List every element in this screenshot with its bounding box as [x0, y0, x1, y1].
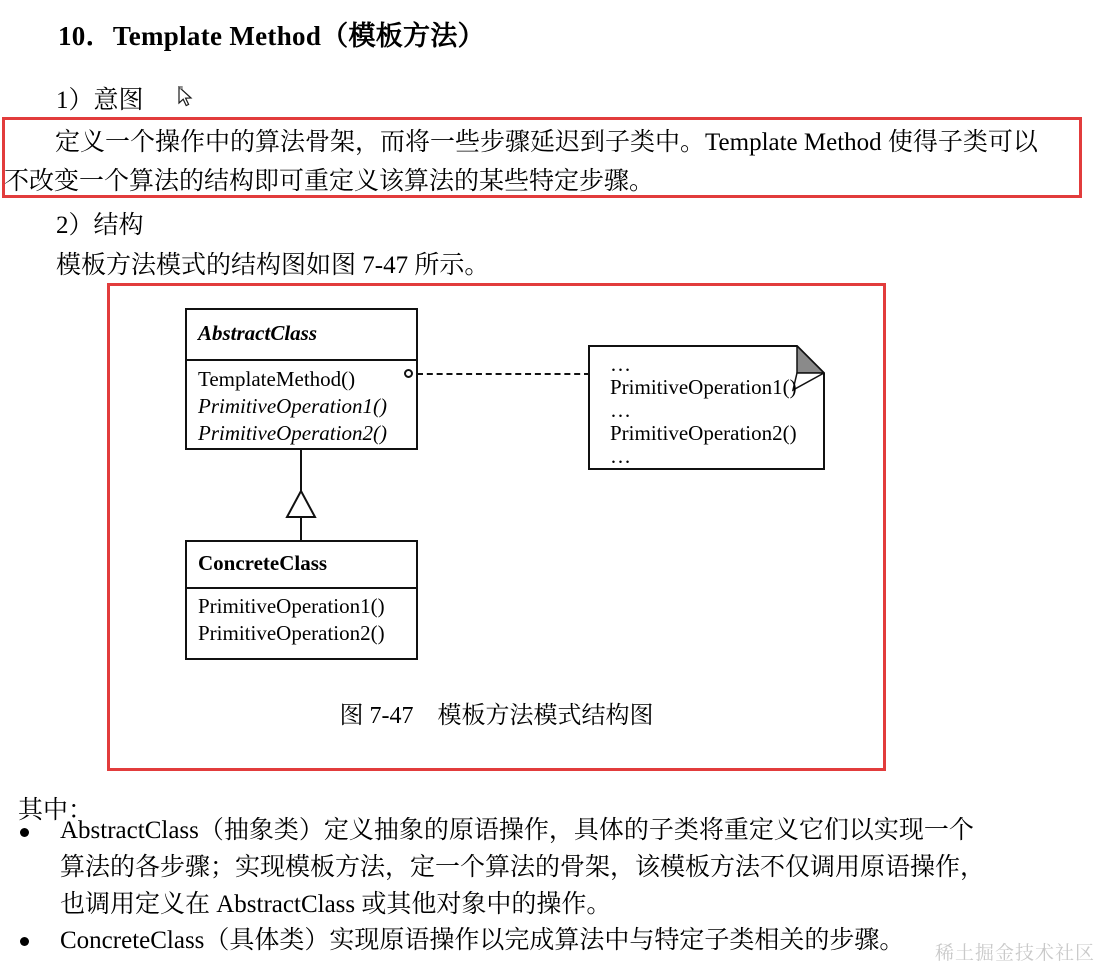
- uml-operation-templatemethod: TemplateMethod(): [198, 367, 356, 391]
- mouse-cursor-icon: [178, 86, 194, 108]
- uml-note-box: [588, 345, 825, 470]
- explanation-bullet-1-line-3: 也调用定义在 AbstractClass 或其他对象中的操作。: [60, 891, 612, 918]
- uml-concreteclass-operations: [187, 587, 416, 655]
- uml-note-anchor-socket: [404, 369, 413, 378]
- intent-paragraph-line-2: 不改变一个算法的结构即可重定义该算法的某些特定步骤。: [4, 168, 655, 195]
- uml-operation-primitiveoperation1: PrimitiveOperation1(): [198, 394, 387, 418]
- uml-concrete-operation-2: PrimitiveOperation2(): [198, 621, 385, 645]
- bullet-marker-2: [20, 937, 29, 946]
- uml-abstractclass-name: AbstractClass: [198, 321, 318, 345]
- uml-generalization-line-upper: [300, 450, 302, 494]
- explanation-bullet-2-line-1: ConcreteClass（具体类）实现原语操作以完成算法中与特定子类相关的步骤。: [60, 927, 905, 954]
- uml-note-line-3: …: [610, 398, 633, 422]
- uml-note-line-1: …: [610, 352, 633, 376]
- bullet-marker-1: [20, 828, 29, 837]
- uml-class-concreteclass: [185, 540, 418, 660]
- intent-paragraph-line-1: 定义一个操作中的算法骨架，而将一些步骤延迟到子类中。Template Method 使得子类可以: [55, 129, 1038, 156]
- uml-abstractclass-name-compartment: [187, 310, 416, 359]
- figure-caption-number: 图 7-47: [339, 703, 414, 729]
- uml-class-diagram: [107, 283, 886, 771]
- section-label-intent: 1）意图: [56, 87, 144, 114]
- explanation-bullet-1-line-1: AbstractClass（抽象类）定义抽象的原语操作，具体的子类将重定义它们以实现一个: [60, 817, 974, 844]
- uml-concrete-operation-1: PrimitiveOperation1(): [198, 594, 385, 618]
- structure-lead-text: 模板方法模式的结构图如图 7-47 所示。: [56, 252, 490, 279]
- explanation-bullet-1-line-2: 算法的各步骤；实现模板方法，定一个算法的骨架，该模板方法不仅调用原语操作，: [60, 854, 986, 881]
- uml-concreteclass-name: ConcreteClass: [198, 551, 328, 575]
- uml-note-line-4: PrimitiveOperation2(): [610, 421, 797, 445]
- uml-note-content: [610, 353, 797, 468]
- explanation-lead: 其中：: [18, 797, 94, 824]
- page-title: 10．Template Method（模板方法）: [58, 21, 485, 51]
- section-label-structure: 2）结构: [56, 212, 144, 239]
- uml-note-line-2: PrimitiveOperation1(): [610, 375, 797, 399]
- uml-concreteclass-name-compartment: [187, 542, 416, 587]
- uml-generalization-line-lower: [300, 516, 302, 541]
- figure-caption: [107, 695, 886, 730]
- uml-note-line-5: …: [610, 444, 633, 468]
- watermark: 稀土掘金技术社区: [935, 943, 1096, 964]
- uml-note-dashed-link: [417, 373, 590, 375]
- uml-abstractclass-operations: [187, 359, 416, 455]
- figure-caption-text: 模板方法模式结构图: [437, 703, 654, 729]
- uml-class-abstractclass: [185, 308, 418, 450]
- uml-operation-primitiveoperation2: PrimitiveOperation2(): [198, 421, 387, 445]
- uml-generalization-triangle-icon: [285, 489, 317, 519]
